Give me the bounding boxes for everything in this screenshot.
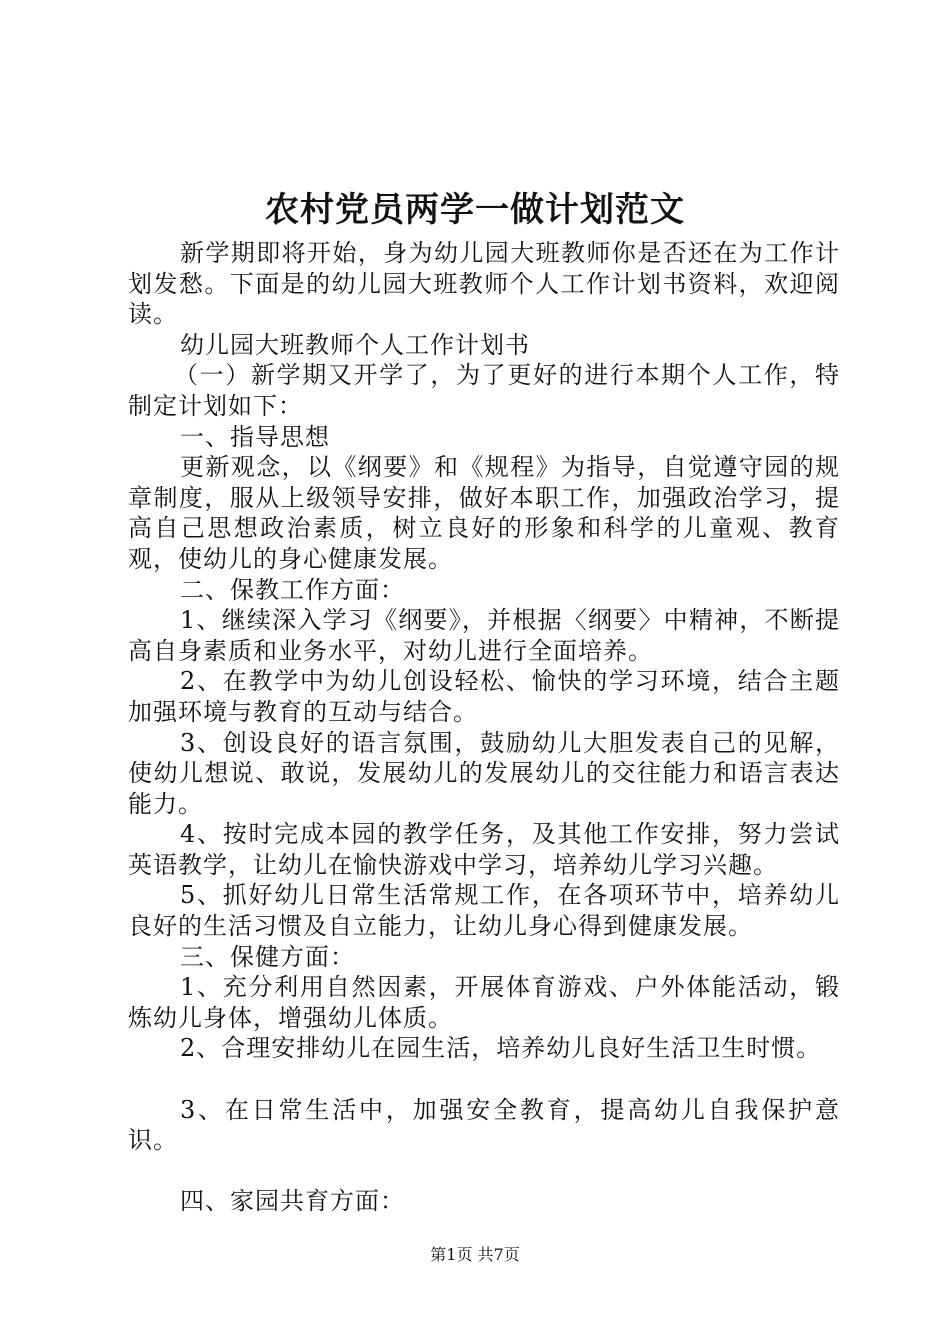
- guiding-thought-paragraph: 更新观念，以《纲要》和《规程》为指导，自觉遵守园的规章制度，服从上级领导安排，做好本职工作，加强政治学习，提高自己思想政治素质，树立良好的形象和科学的儿童观、教育观，使幼儿的身心健康发展。: [128, 453, 840, 573]
- care-item-3: 3、创设良好的语言氛围，鼓励幼儿大胆发表自己的见解，使幼儿想说、敢说，发展幼儿的发展幼儿的交往能力和语言表达能力。: [128, 728, 840, 818]
- care-item-4: 4、按时完成本园的教学任务，及其他工作安排，努力尝试英语教学，让幼儿在愉快游戏中学习，培养幼儿学习兴趣。: [128, 820, 840, 879]
- health-item-1: 1、充分利用自然因素，开展体育游戏、户外体能活动，锻炼幼儿身体，增强幼儿体质。: [128, 973, 840, 1032]
- care-item-5: 5、抓好幼儿日常生活常规工作，在各项环节中，培养幼儿良好的生活习惯及自立能力，让幼儿身心得到健康发展。: [128, 881, 840, 941]
- plan-heading: 幼儿园大班教师个人工作计划书: [180, 330, 530, 359]
- health-item-2: 2、合理安排幼儿在园生活，培养幼儿良好生活卫生时惯。: [180, 1034, 822, 1063]
- health-heading: 三、保健方面：: [180, 942, 355, 971]
- document-body: [128, 238, 840, 1217]
- section-one-intro: （一）新学期又开学了，为了更好的进行本期个人工作，特制定计划如下：: [128, 361, 840, 420]
- home-school-heading: 四、家园共育方面：: [180, 1187, 405, 1216]
- health-item-3: 3、在日常生活中，加强安全教育，提高幼儿自我保护意识。: [128, 1095, 840, 1155]
- guiding-thought-heading: 一、指导思想: [180, 422, 330, 451]
- care-education-heading: 二、保教工作方面：: [180, 575, 405, 604]
- care-item-2: 2、在教学中为幼儿创设轻松、愉快的学习环境，结合主题加强环境与教育的互动与结合。: [128, 667, 840, 726]
- document-title: 农村党员两学一做计划范文: [265, 190, 685, 230]
- care-item-1: 1、继续深入学习《纲要》，并根据〈纲要〉中精神，不断提高自身素质和业务水平，对幼儿进行全面培养。: [128, 606, 840, 665]
- intro-paragraph: 新学期即将开始，身为幼儿园大班教师你是否还在为工作计划发愁。下面是的幼儿园大班教师个人工作计划书资料，欢迎阅读。: [128, 239, 840, 329]
- page-number-footer: 第1页 共7页: [430, 1245, 520, 1264]
